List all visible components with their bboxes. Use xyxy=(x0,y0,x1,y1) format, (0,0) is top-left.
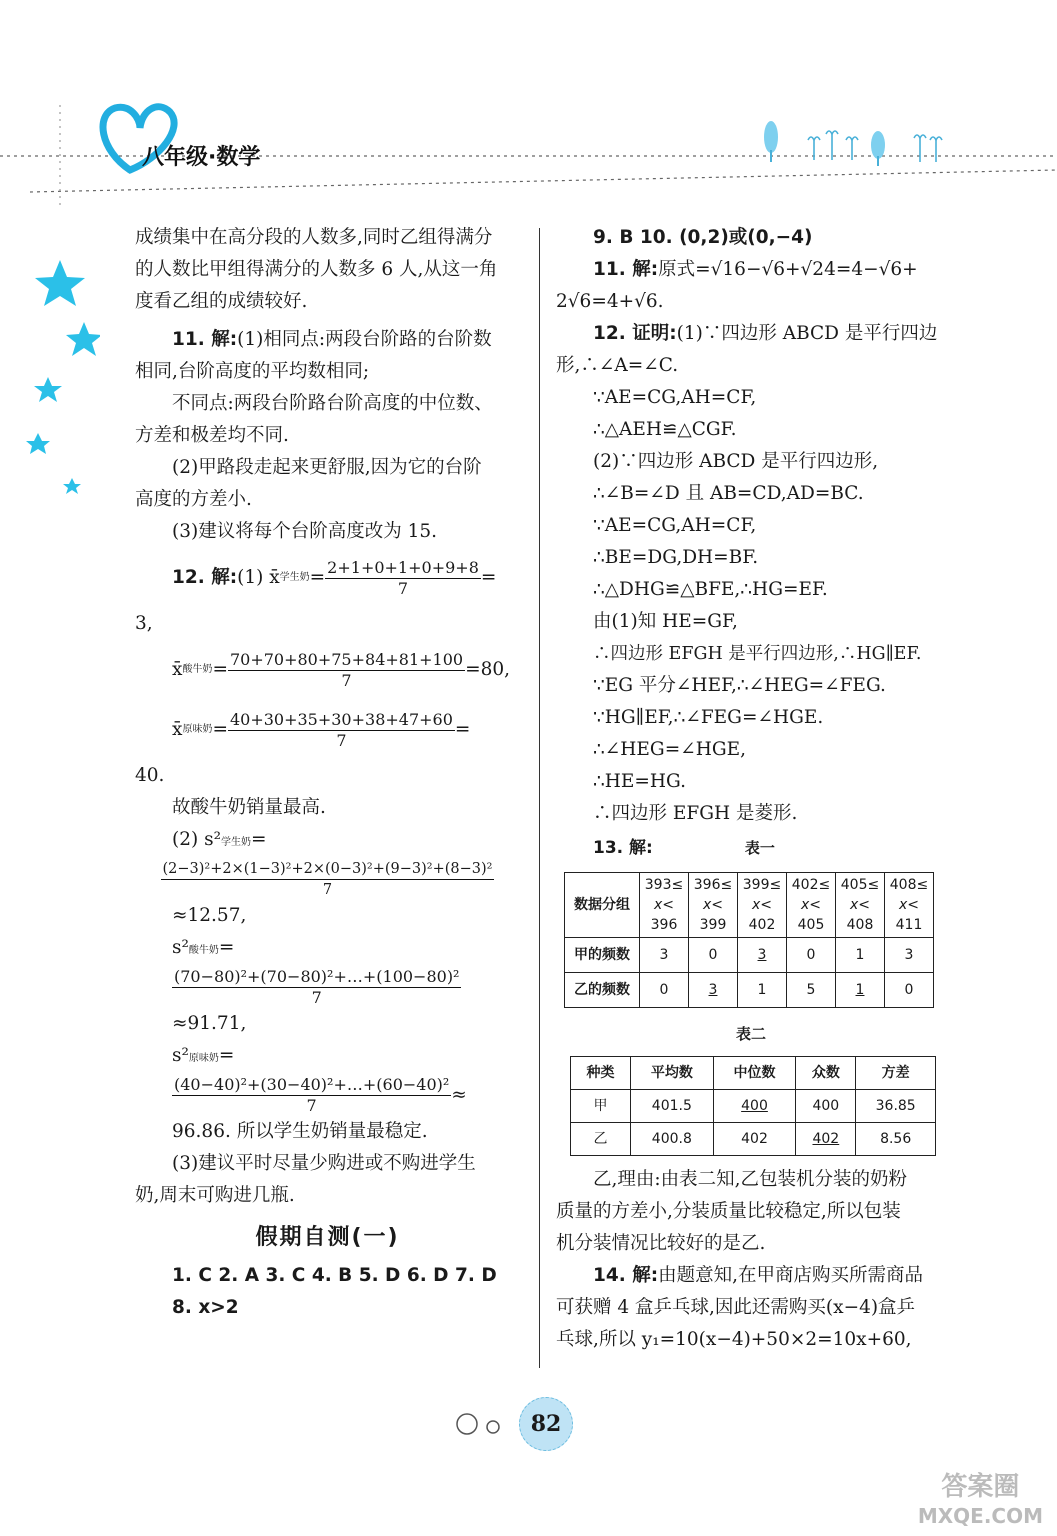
decor-circles xyxy=(455,1412,515,1436)
text-line: 96.86. 所以学生奶销量最稳定. xyxy=(172,1121,428,1142)
text-line: 故酸牛奶销量最高. xyxy=(172,797,326,818)
q12-label: 12. 证明: xyxy=(593,323,677,344)
text-line: 机分装情况比较好的是乙. xyxy=(556,1233,766,1254)
text-line: 原式=√16−√6+√24=4−√6+ xyxy=(658,259,918,280)
table-cell: 3 xyxy=(640,938,689,973)
table-cell: 400 xyxy=(796,1090,856,1123)
formula-subscript: 学生奶 xyxy=(221,837,251,848)
text-line: ∴∠HEG=∠HGE, xyxy=(593,739,746,760)
text-line: 不同点:两段台阶路台阶高度的中位数、 xyxy=(172,393,493,414)
q13-header xyxy=(556,832,946,864)
page-number: 82 xyxy=(519,1397,573,1451)
text-line: ∴BE=DG,DH=BF. xyxy=(593,547,759,568)
table-cell: 3 xyxy=(885,938,934,973)
text-line: (3)建议平时尽量少购进或不购进学生 xyxy=(172,1153,476,1174)
q14-line xyxy=(556,1260,946,1292)
star-icon xyxy=(63,478,81,494)
text-line: 可获赠 4 盒乒乓球,因此还需购买(x−4)盒乒 xyxy=(556,1297,916,1318)
formula-var-plain-milk: $\frac{\text{(40−40)²+(30−40)²+…+(60−40)²}}{7}$ ≈ xyxy=(174,1075,467,1115)
q11-line xyxy=(135,324,520,356)
text-line: ∴四边形 EFGH 是菱形. xyxy=(593,803,798,824)
text-line: ∵HG∥EF,∴∠FEG=∠HGE. xyxy=(593,707,824,728)
fraction xyxy=(325,558,481,599)
right-column xyxy=(556,222,946,1356)
star-icons xyxy=(0,260,100,520)
q12-line xyxy=(556,318,946,350)
table-row xyxy=(571,1057,936,1090)
denominator: 7 xyxy=(311,988,322,1007)
formula-prefix: s² xyxy=(172,1045,189,1066)
fraction xyxy=(228,710,455,751)
text-line: ≈12.57, xyxy=(172,905,247,926)
table-row xyxy=(571,1123,936,1156)
star-icon xyxy=(35,260,85,306)
table-cell: 401.5 xyxy=(630,1090,713,1123)
text-line: 奶,周末可购进几瓶. xyxy=(135,1185,295,1206)
table-cell: 1 xyxy=(836,938,885,973)
formula-subscript: 酸牛奶 xyxy=(188,945,219,956)
watermark-logo: 答案圈 MXQE.COM xyxy=(917,1472,1043,1528)
table-row xyxy=(565,973,934,1008)
table-cell: 402 xyxy=(713,1123,796,1156)
table-cell: 甲 xyxy=(571,1090,631,1123)
table-cell: 402 xyxy=(796,1123,856,1156)
numerator: 70+70+80+75+84+81+100 xyxy=(229,649,464,669)
q11-label: 11. 解: xyxy=(593,259,659,280)
fraction xyxy=(172,1075,451,1116)
table1-caption: 表一 xyxy=(744,839,775,857)
text-line: ∵EG 平分∠HEF,∴∠HEG=∠FEG. xyxy=(593,675,886,696)
text-line: (2)甲路段走起来更舒服,因为它的台阶 xyxy=(172,457,482,478)
fraction xyxy=(161,859,495,900)
star-icon xyxy=(66,322,100,356)
formula-prefix: x̄ xyxy=(172,659,183,680)
formula-subscript: 原味奶 xyxy=(182,724,213,735)
q11-label: 11. 解: xyxy=(172,329,238,350)
section-title: 假期自测(一) xyxy=(255,1225,400,1250)
table-row xyxy=(571,1090,936,1123)
table-cell: 3 xyxy=(689,973,738,1008)
text-line: 高度的方差小. xyxy=(135,489,252,510)
table-row xyxy=(565,873,934,938)
table-header-cell: 平均数 xyxy=(630,1057,713,1090)
table-header-cell: 方差 xyxy=(856,1057,936,1090)
table-header-cell: 众数 xyxy=(796,1057,856,1090)
table-cell: 5 xyxy=(787,973,836,1008)
numerator: 2+1+0+1+0+9+8 xyxy=(327,557,479,577)
formula-var-yogurt xyxy=(135,967,520,1008)
table-cell: 乙 xyxy=(571,1123,631,1156)
table-cell: 1 xyxy=(738,973,787,1008)
numerator: (70−80)²+(70−80)²+…+(100−80)² xyxy=(174,967,460,986)
answers-line: 1. C 2. A 3. C 4. B 5. D 6. D 7. D xyxy=(172,1265,497,1286)
table-cell: 0 xyxy=(640,973,689,1008)
table-cell: 402≤ x< 405 xyxy=(787,873,836,938)
text-line: ≈91.71, xyxy=(172,1013,247,1034)
text-line: ∵AE=CG,AH=CF, xyxy=(593,515,757,536)
formula-mean-plain-milk: x̄ 原味奶 = $\frac{40+30+35+30+38+47+60}{7}$ = xyxy=(172,709,471,750)
q11-line xyxy=(556,254,946,286)
formula-var-plain-milk-label: s²原味奶= xyxy=(172,1045,235,1066)
text-line: 成绩集中在高分段的人数多,同时乙组得满分 xyxy=(135,227,493,248)
frequency-table xyxy=(564,872,934,1008)
text-line: 度看乙组的成绩较好. xyxy=(135,291,308,312)
table-header-cell: 中位数 xyxy=(713,1057,796,1090)
statistics-table xyxy=(570,1056,936,1156)
table-cell: 0 xyxy=(689,938,738,973)
q14-label: 14. 解: xyxy=(593,1265,659,1286)
text-line: 相同,台阶高度的平均数相同; xyxy=(135,361,370,382)
table-cell: 405≤ x< 408 xyxy=(836,873,885,938)
denominator: 7 xyxy=(306,1096,317,1115)
text-line: ∴∠B=∠D 且 AB=CD,AD=BC. xyxy=(593,483,864,504)
formula-prefix: x̄ xyxy=(172,719,183,740)
text-line: 由题意知,在甲商店购买所需商品 xyxy=(658,1265,924,1286)
formula-tail: =80, xyxy=(465,659,511,680)
table-cell: 400 xyxy=(713,1090,796,1123)
text-line: 形,∴∠A=∠C. xyxy=(556,355,679,376)
text-line: 方差和极差均不同. xyxy=(135,425,289,446)
table-cell: 396≤ x< 399 xyxy=(689,873,738,938)
text-line: 质量的方差小,分装质量比较稳定,所以包装 xyxy=(556,1201,901,1222)
fraction xyxy=(228,650,465,691)
text-line: 3, xyxy=(135,613,153,634)
answers-line: 9. B 10. (0,2)或(0,−4) xyxy=(593,227,813,248)
text-line: ∴△AEH≌△CGF. xyxy=(593,419,737,440)
numerator: (40−40)²+(30−40)²+…+(60−40)² xyxy=(174,1075,450,1094)
table-cell: 400.8 xyxy=(630,1123,713,1156)
star-icon xyxy=(26,433,50,454)
table-cell: 399≤ x< 402 xyxy=(738,873,787,938)
numerator: (2−3)²+2×(1−3)²+2×(0−3)²+(9−3)²+(8−3)² xyxy=(161,859,495,880)
formula-var-student-milk-label: (2) s²学生奶= xyxy=(172,829,267,850)
formula-subscript: 酸牛奶 xyxy=(182,664,213,675)
fraction xyxy=(172,967,461,1008)
column-divider xyxy=(539,228,540,1368)
text-line: (3)建议将每个台阶高度改为 15. xyxy=(172,521,438,542)
text-line: ∵AE=CG,AH=CF, xyxy=(593,387,757,408)
header-decoration xyxy=(0,0,1057,210)
denominator: 7 xyxy=(397,578,409,598)
star-icon xyxy=(34,377,62,402)
text-line: (2)∵四边形 ABCD 是平行四边形, xyxy=(593,451,879,472)
table-cell: 408≤ x< 411 xyxy=(885,873,934,938)
table-row xyxy=(565,938,934,973)
text-line: ∴△DHG≌△BFE,∴HG=EF. xyxy=(593,579,828,600)
text-line: 40. xyxy=(135,765,165,786)
table-cell: 1 xyxy=(836,973,885,1008)
formula-mean-student-milk: 12. 解: (1) x̄ 学生奶 = $\frac{2+1+0+1+0+9+8}{7}$ = xyxy=(172,557,497,598)
table-cell: 393≤ x< 396 xyxy=(640,873,689,938)
formula-subscript: 学生奶 xyxy=(279,572,310,583)
formula-mean-yogurt: x̄ 酸牛奶 = $\frac{70+70+80+75+84+81+100}{7}$ =80, xyxy=(172,649,511,690)
text-line: (1)∵四边形 ABCD 是平行四边 xyxy=(676,323,938,344)
formula-subscript: 原味奶 xyxy=(188,1053,219,1064)
text-line: ∴四边形 EFGH 是平行四边形,∴HG∥EF. xyxy=(593,644,922,664)
text-line: 的人数比甲组得满分的人数多 6 人,从这一角 xyxy=(135,259,498,280)
text-line: 乙,理由:由表二知,乙包装机分装的奶粉 xyxy=(593,1169,907,1190)
table-cell: 3 xyxy=(738,938,787,973)
text-line: ∴HE=HG. xyxy=(593,771,687,792)
table-cell: 0 xyxy=(787,938,836,973)
table-header-cell: 种类 xyxy=(571,1057,631,1090)
q12-label: 12. 解: xyxy=(172,567,238,588)
q13-label: 13. 解: xyxy=(593,838,653,858)
denominator: 7 xyxy=(322,882,333,898)
table-cell: 8.56 xyxy=(856,1123,936,1156)
numerator: 40+30+35+30+38+47+60 xyxy=(229,709,453,729)
table-cell: 0 xyxy=(885,973,934,1008)
table2-caption: 表二 xyxy=(735,1025,766,1043)
denominator: 7 xyxy=(336,730,347,750)
header-title: 八年级·数学 xyxy=(142,145,261,170)
table-header-cell: 甲的频数 xyxy=(565,938,640,973)
formula-prefix: (2) s² xyxy=(172,829,221,850)
table-header-cell: 数据分组 xyxy=(565,873,640,938)
denominator: 7 xyxy=(341,670,352,690)
text-line: 由(1)知 HE=GF, xyxy=(593,611,738,632)
text-line: (1)相同点:两段台阶路的台阶数 xyxy=(237,329,492,350)
table-header-cell: 乙的频数 xyxy=(565,973,640,1008)
formula-var-yogurt-label: s²酸牛奶= xyxy=(172,937,235,958)
formula-prefix: s² xyxy=(172,937,189,958)
table-cell: 36.85 xyxy=(856,1090,936,1123)
answers-line: 8. x>2 xyxy=(172,1297,239,1318)
formula-var-student-milk xyxy=(135,859,520,900)
text-line: 乓球,所以 y₁=10(x−4)+50×2=10x+60, xyxy=(556,1329,912,1350)
text-line: 2√6=4+√6. xyxy=(556,291,664,312)
left-column xyxy=(135,222,520,1324)
formula-prefix: (1) x̄ xyxy=(237,567,280,588)
